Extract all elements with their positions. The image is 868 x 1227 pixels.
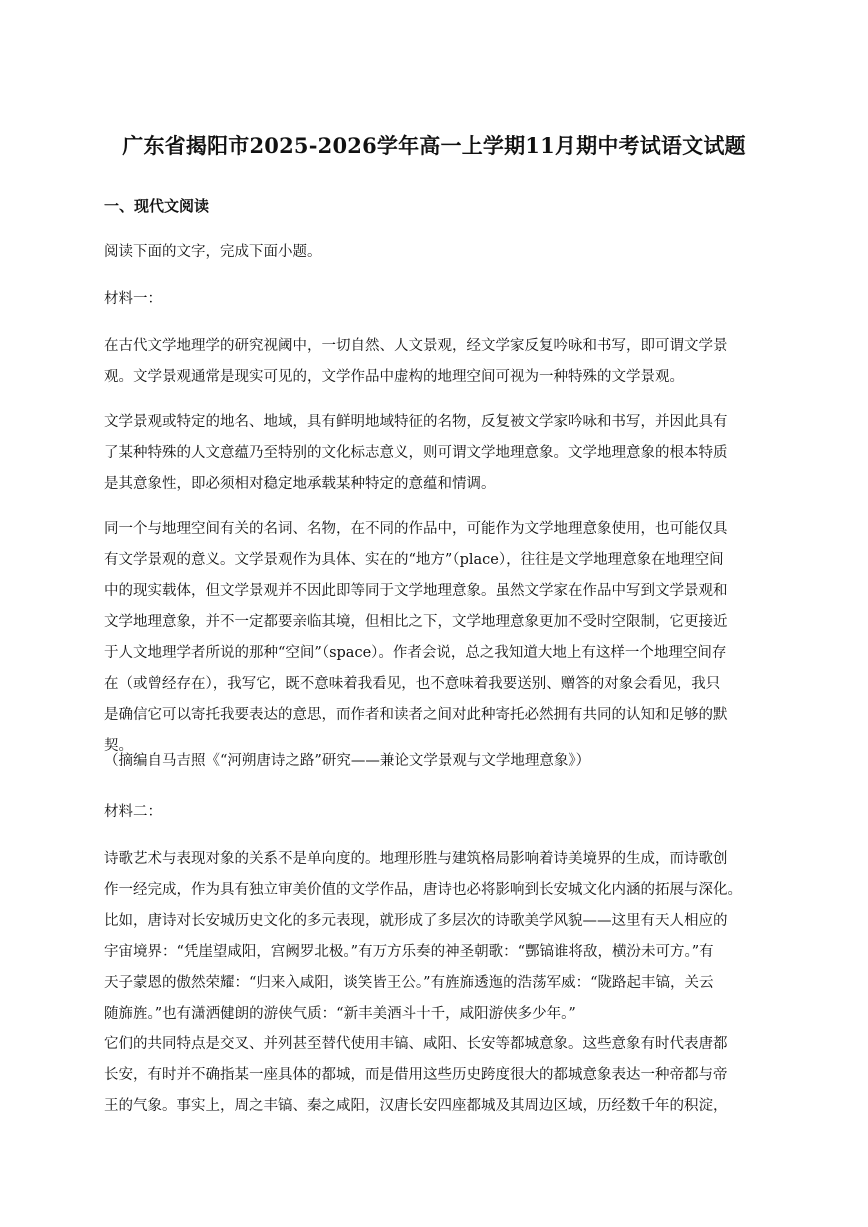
paragraph-line: 于人文地理学者所说的那种“空间”（space）。作者会说，总之我知道大地上有这样一个地理空间存 [104, 645, 727, 661]
material2-label [104, 797, 776, 828]
instruction-line: 阅读下面的文字，完成下面小题。 [104, 244, 322, 260]
material-label-line: 材料一： [104, 291, 162, 307]
citation-line: （摘编自马吉照《“河朔唐诗之路”研究——兼论文学景观与文学地理意象》） [104, 753, 591, 769]
material1-paragraph-3 [104, 514, 776, 762]
paragraph-line: 文学景观或特定的地名、地域，具有鲜明地域特征的名物，反复被文学家吟咏和书写，并因此具有 [104, 414, 728, 430]
instruction-text [104, 237, 776, 268]
paragraph-line: 比如，唐诗对长安城历史文化的多元表现，就形成了多层次的诗歌美学风貌——这里有天人相应的 [104, 913, 728, 929]
material1-paragraph-1 [104, 331, 776, 393]
paragraph-line: 诗歌艺术与表现对象的关系不是单向度的。地理形胜与建筑格局影响着诗美境界的生成，而诗歌创 [104, 851, 728, 867]
paragraph-line: 同一个与地理空间有关的名词、名物，在不同的作品中，可能作为文学地理意象使用，也可能仅具 [104, 521, 728, 537]
citation [104, 746, 776, 777]
material-label-line: 材料二： [104, 804, 162, 820]
paragraph-line: 宇宙境界：“凭崖望咸阳，宫阙罗北极。”有万方乐奏的神圣朝歌：“酆镐谁将敌，横汾未可方。”有 [104, 944, 714, 960]
paragraph-line: 长安，有时并不确指某一座具体的都城，而是借用这些历史跨度很大的都城意象表达一种帝都与帝 [104, 1067, 728, 1083]
material2-paragraph-2 [104, 1029, 776, 1122]
material1-paragraph-2 [104, 407, 776, 500]
paragraph-line: 作一经完成，作为具有独立审美价值的文学作品，唐诗也必将影响到长安城文化内涵的拓展与深化。 [104, 882, 742, 898]
paragraph-line: 观。文学景观通常是现实可见的，文学作品中虚构的地理空间可视为一种特殊的文学景观。 [104, 369, 684, 385]
paragraph-line: 在（或曾经存在），我写它，既不意味着我看见，也不意味着我要送别、赠答的对象会看见，我只 [104, 676, 721, 692]
paragraph-line: 王的气象。事实上，周之丰镐、秦之咸阳，汉唐长安四座都城及其周边区域，历经数千年的积淀， [104, 1098, 728, 1114]
document-title: 广东省揭阳市2025-2026学年高一上学期11月期中考试语文试题 [122, 133, 746, 158]
paragraph-line: 是确信它可以寄托我要表达的意思，而作者和读者之间对此种寄托必然拥有共同的认知和足够的默 [104, 707, 728, 723]
paragraph-line: 契。 [104, 738, 133, 754]
material1-label [104, 284, 776, 315]
section-heading: 一、现代文阅读 [104, 197, 210, 215]
paragraph-line: 在古代文学地理学的研究视阈中，一切自然、人文景观，经文学家反复吟咏和书写，即可谓文学景 [104, 338, 728, 354]
paragraph-line: 是其意象性，即必须相对稳定地承载某种特定的意蕴和情调。 [104, 476, 496, 492]
paragraph-line: 它们的共同特点是交叉、并列甚至替代使用丰镐、咸阳、长安等都城意象。这些意象有时代表唐都 [104, 1036, 728, 1052]
paragraph-line: 天子蒙恩的傲然荣耀：“归来入咸阳，谈笑皆王公。”有旌旆透迤的浩荡军威：“陇路起丰镐，关云 [104, 975, 714, 991]
paragraph-line: 有文学景观的意义。文学景观作为具体、实在的“地方”（place），往往是文学地理意象在地理空间 [104, 552, 724, 568]
paragraph-line: 随旆旌。”也有潇洒健朗的游侠气质：“新丰美酒斗十千，咸阳游侠多少年。” [104, 1006, 576, 1022]
paragraph-line: 了某种特殊的人文意蕴乃至特别的文化标志意义，则可谓文学地理意象。文学地理意象的根本特质 [104, 445, 728, 461]
paragraph-line: 文学地理意象，并不一定都要亲临其境，但相比之下，文学地理意象更加不受时空限制，它更接近 [104, 614, 728, 630]
paragraph-line: 中的现实载体，但文学景观并不因此即等同于文学地理意象。虽然文学家在作品中写到文学景观和 [104, 583, 728, 599]
material2-paragraph-1 [104, 844, 776, 1030]
